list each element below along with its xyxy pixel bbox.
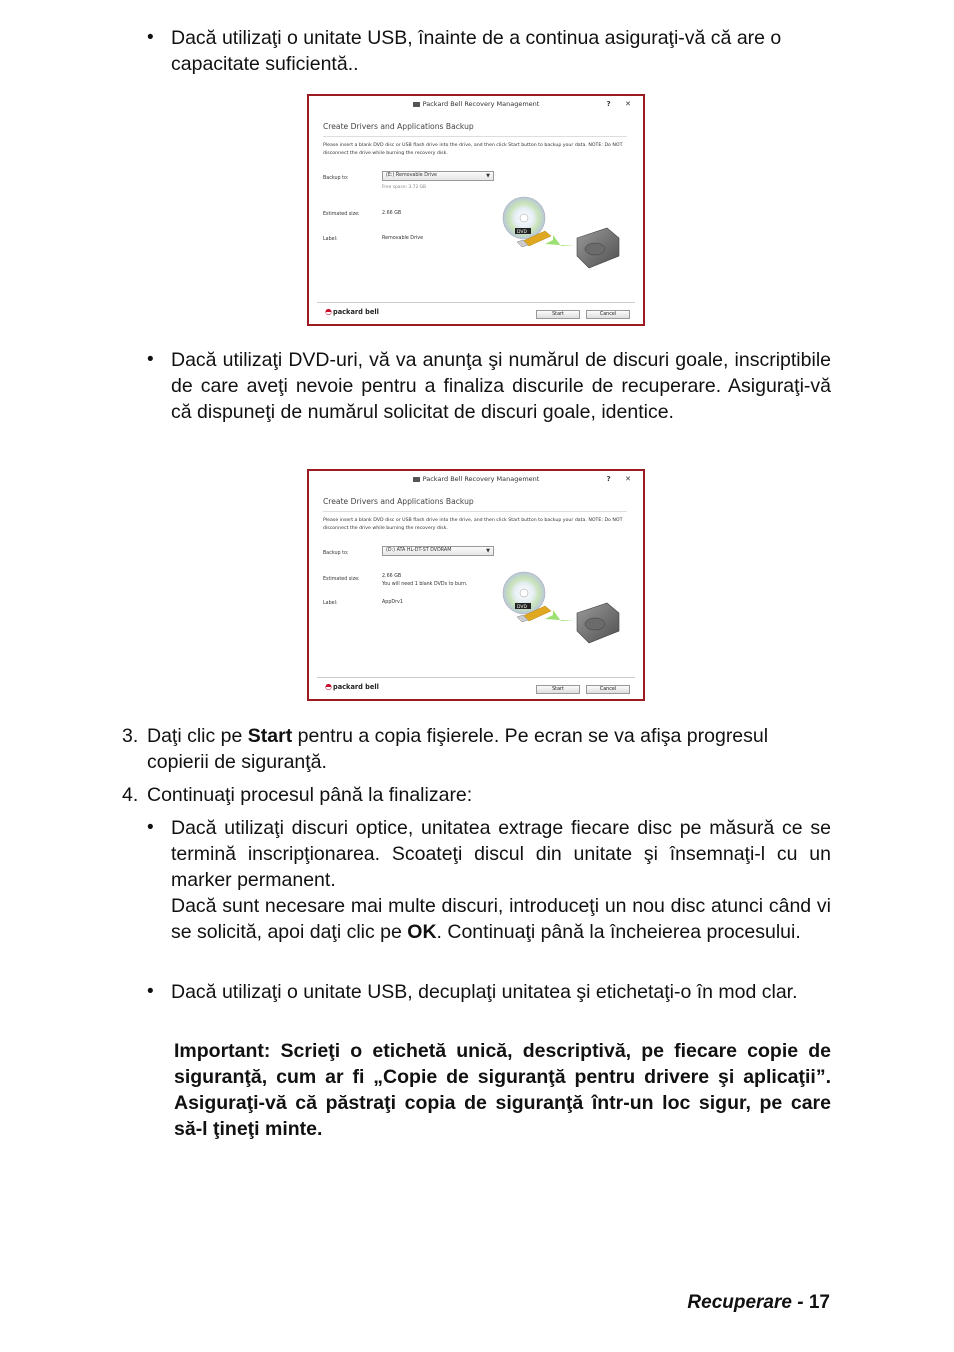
page-number: 17 — [808, 1292, 830, 1313]
step-4-text: Continuaţi procesul până la finalizare: — [147, 784, 473, 806]
backup-target-select[interactable] — [382, 171, 494, 181]
window-titlebar — [309, 471, 643, 487]
estimated-size-label: Estimated size: — [323, 577, 360, 582]
chevron-down-icon: ▼ — [486, 173, 490, 179]
app-icon — [413, 102, 420, 107]
bullet-marker: • — [147, 27, 154, 48]
step-number: 3. — [122, 725, 139, 747]
step-number: 4. — [122, 784, 139, 806]
packard-bell-logo: ◓packard bell — [325, 307, 379, 316]
backup-illustration-icon — [495, 194, 625, 294]
estimated-size-note: You will need 1 blank DVDs to burn. — [382, 582, 468, 587]
window-controls[interactable]: ? ✕ — [606, 100, 637, 108]
bullet-usb-capacity: Dacă utilizaţi o unitate USB, înainte de a continua asiguraţi-vă că are o capacitate suficientă.. — [171, 27, 782, 75]
window-titlebar — [309, 96, 643, 112]
backup-illustration-icon — [495, 569, 625, 669]
bullet-dvd-count: Dacă utilizaţi DVD-uri, vă va anunţa şi numărul de discuri goale, inscriptibile de care aveţi nevoie pentru a finaliza discurile de recuperare. Asiguraţi-vă că dispuneţi de numărul solicitat de discuri goale, identice. — [171, 349, 831, 423]
bullet-marker: • — [147, 349, 154, 370]
logo-swirl-icon: ◓ — [325, 307, 332, 316]
label-value: AppDrv1 — [382, 600, 403, 605]
screenshot-usb-backup — [307, 94, 645, 326]
divider — [323, 136, 627, 137]
section-name: Recuperare - — [687, 1292, 809, 1313]
cancel-button[interactable]: Cancel — [586, 685, 630, 694]
screenshot-dvd-backup — [307, 469, 645, 701]
dialog-heading: Create Drivers and Applications Backup — [323, 122, 474, 131]
free-space-text: Free space: 3.72 GB — [382, 185, 427, 190]
footer-divider — [317, 677, 635, 678]
footer-divider — [317, 302, 635, 303]
bullet-optical-discs: Dacă utilizaţi discuri optice, unitatea extrage fiecare disc pe măsură ce se termină inscripţionarea. Scoateţi discul din unitate şi însemnaţi-l cu un marker permanent. Dacă sunt necesare mai multe discuri, introduceţi un nou disc atunci când vi se solicită, apoi daţi clic pe OK. Continuaţi până la încheierea procesului. — [171, 817, 831, 943]
backup-to-label: Backup to: — [323, 551, 349, 556]
important-note: Important: Scrieţi o etichetă unică, descriptivă, pe fiecare copie de siguranţă, cum ar fi „Copie de siguranţă pentru drivere şi aplicaţii”. Asiguraţi-vă că păstraţi copia de siguranţă într-un loc sigur, pe care să-l ţineţi minte. — [174, 1040, 831, 1140]
divider — [323, 511, 627, 512]
logo-swirl-icon: ◓ — [325, 682, 332, 691]
page-footer — [687, 1292, 830, 1314]
svg-text:DVD: DVD — [517, 605, 527, 610]
packard-bell-logo: ◓packard bell — [325, 682, 379, 691]
dialog-heading: Create Drivers and Applications Backup — [323, 497, 474, 506]
estimated-size-value: 2.66 GB — [382, 211, 402, 216]
bullet-marker: • — [147, 817, 154, 838]
chevron-down-icon: ▼ — [486, 548, 490, 554]
backup-to-label: Backup to: — [323, 176, 349, 181]
window-title: Packard Bell Recovery Management — [422, 475, 540, 483]
start-button[interactable]: Start — [536, 685, 580, 694]
instructions-text: Please insert a blank DVD disc or USB flash drive into the drive, and then click Start button to backup your data. NOTE: Do NOT disconnect the drive while burning the recovery disk. — [323, 518, 623, 531]
svg-text:DVD: DVD — [517, 230, 527, 235]
bullet-usb-unplug: Dacă utilizaţi o unitate USB, decuplaţi unitatea şi etichetaţi-o în mod clar. — [171, 981, 798, 1003]
cancel-button[interactable]: Cancel — [586, 310, 630, 319]
window-controls[interactable]: ? ✕ — [606, 475, 637, 483]
estimated-size-label: Estimated size: — [323, 212, 360, 217]
step-3-text: Daţi clic pe Start pentru a copia fişierele. Pe ecran se va afişa progresul copierii de siguranţă. — [147, 725, 769, 773]
backup-target-value: (D:) ATA HL-DT-ST DVDRAM — [386, 548, 452, 553]
estimated-size-value: 2.66 GB — [382, 574, 402, 579]
label-label: Label: — [323, 601, 338, 606]
label-value: Removable Drive — [382, 236, 424, 241]
label-label: Label: — [323, 237, 338, 242]
app-icon — [413, 477, 420, 482]
backup-target-value: (E:) Removable Drive — [386, 173, 438, 178]
window-title: Packard Bell Recovery Management — [422, 100, 540, 108]
bullet-marker: • — [147, 981, 154, 1002]
start-button[interactable]: Start — [536, 310, 580, 319]
instructions-text: Please insert a blank DVD disc or USB flash drive into the drive, and then click Start button to backup your data. NOTE: Do NOT disconnect the drive while burning the recovery disk. — [323, 143, 623, 156]
backup-target-select[interactable] — [382, 546, 494, 556]
